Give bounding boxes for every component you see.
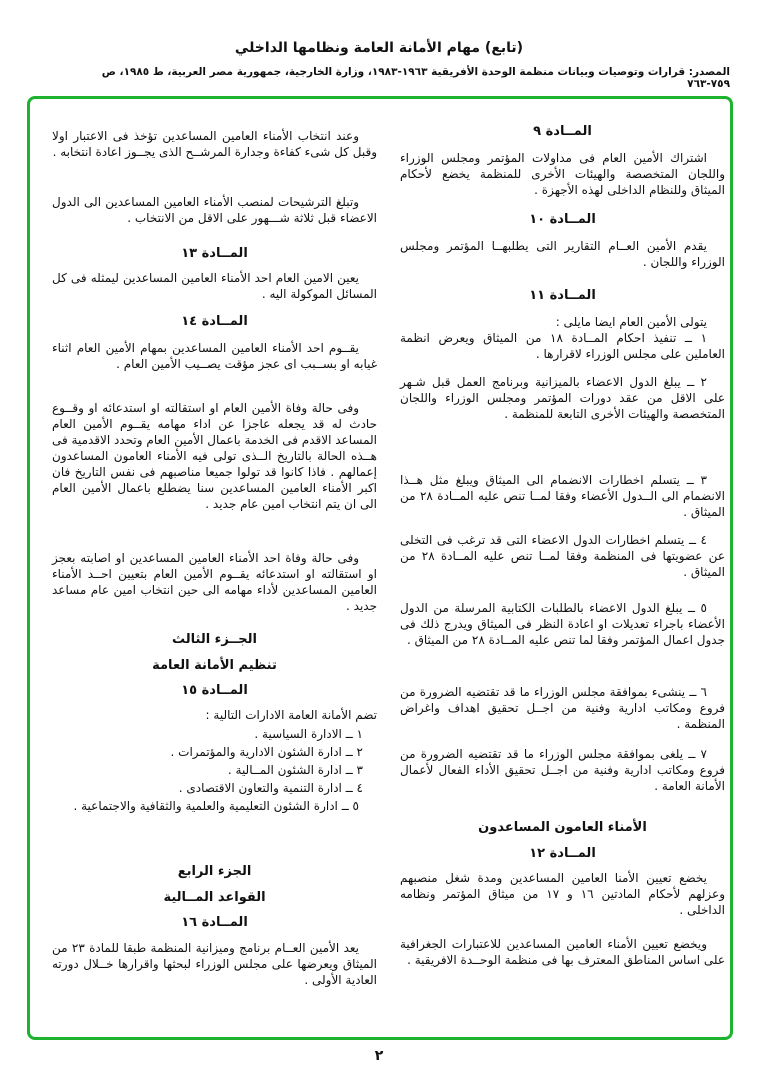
article-15-heading: المــادة ١٥ [181,683,248,698]
page-number: ٢ [374,1048,384,1064]
article-16-text: يعد الأمين العــام برنامج وميزانية المنظمة طبقا للمادة ٢٣ من الميثاق ويعرضها على مجلس الوزراء لبحثها واقرارها خــلال دورته العادية الأولى . [52,941,377,987]
article-11-item: ٦ ــ ينشىء بموافقة مجلس الوزراء ما قد تقتضيه الضرورة من فروع ومكاتب ادارية وفنية من اجــل تحقيق اهداف واغراض المنظمة . [400,685,725,731]
article-11-item: ٥ ــ يبلغ الدول الاعضاء بالطلبات الكتابية المرسلة من الدول الأعضاء باجراء تعديلات او اعادة النظر فى الميثاق ويدرج ذلك فى جدول اعمال المؤتمر وفقا لما تنص عليه المــادة ٢٨ من الميثاق . [400,601,725,647]
article-15-item: ٢ ــ ادارة الشئون الادارية والمؤتمرات . [170,745,363,759]
article-11-heading: المــادة ١١ [529,288,596,303]
article-15-item: ٥ ــ ادارة الشئون التعليمية والعلمية والثقافية والاجتماعية . [73,799,359,813]
article-11-item: ٤ ــ يتسلم اخطارات الدول الاعضاء التى قد ترغب فى التخلى عن عضويتها فى المنظمة وفقا لمــا تنص عليه المــادة ٢٨ من الميثاق . [400,533,725,579]
article-14-heading: المــادة ١٤ [181,314,248,329]
article-11-item: ٧ ــ يلغى بموافقة مجلس الوزراء ما قد تقتضيه الضرورة من فروع ومكاتب ادارية وفنية من اجــل تحقيق الأداء الفعال لأعمال الأمانة العامة . [400,747,725,793]
election-paragraph: وعند انتخاب الأمناء العامين المساعدين تؤخذ فى الاعتبار اولا وقبل كل شىء كفاءة وجدارة المرشــح الذى يجــوز اعادة انتخابه . [52,129,377,159]
article-14-text: يقــوم احد الأمناء العامين المساعدين بمهام الأمين العام اثناء غيابه او بســبب اى عجز مؤقت يصــيب الأمين العام . [52,341,377,371]
part-3-heading: الجــزء الثالث [171,632,258,647]
article-11-intro: يتولى الأمين العام ايضا مايلى : [555,315,707,329]
page-title: (تابع) مهام الأمانة العامة ونظامها الداخلي [234,40,524,56]
article-9-heading: المــادة ٩ [533,124,592,139]
article-10-heading: المــادة ١٠ [529,212,596,227]
article-10-text: يقدم الأمين العــام التقارير التى يطلبهــا المؤتمر ومجلس الوزراء واللجان . [400,239,725,269]
nominations-paragraph: وتبلغ الترشيحات لمنصب الأمناء العامين المساعدين الى الدول الاعضاء قبل ثلاثة شـــهور على الاقل من الانتخاب . [52,195,377,225]
article-9-text: اشتراك الأمين العام فى مداولات المؤتمر ومجلس الوزراء واللجان المتخصصة والهيئات الأخرى للمنظمة يخضع لأحكام الميثاق وللنظام الداخلى لهذه الأجهزة . [400,151,725,197]
article-15-intro: تضم الأمانة العامة الادارات التالية : [205,708,377,722]
article-11-item: ٢ ــ يبلغ الدول الاعضاء بالميزانية وبرنامج العمل قبل شـهر على الاقل من عقد دورات المؤتمر ومجلس الوزراء واللجان المتخصصة والهيئات الأخرى التابعة للمنظمة . [400,375,725,421]
part-4-subtitle: القواعد المــالية [163,890,266,905]
article-15-item: ٤ ــ ادارة التنمية والتعاون الاقتصادى . [178,781,363,795]
article-11-item: ١ ــ تنفيذ احكام المــادة ١٨ من الميثاق ويعرض انظمة العاملين على مجلس الوزراء لاقرارها . [400,331,725,361]
assistants-heading: الأمناء العامون المساعدون [478,820,647,835]
article-12-text: ويخضع تعيين الأمناء العامين المساعدين للاعتبارات الجغرافية على اساس المناطق المعترف بها فى منظمة الوحــدة الافريقية . [400,937,725,967]
article-13-heading: المــادة ١٣ [181,246,248,261]
part-4-heading: الجزء الرابع [177,864,252,879]
article-12-heading: المــادة ١٢ [529,846,596,861]
article-15-item: ٣ ــ ادارة الشئون المــالية . [227,763,363,777]
article-11-item: ٣ ــ يتسلم اخطارات الانضمام الى الميثاق ويبلغ مثل هــذا الانضمام الى الــدول الأعضاء وفقا لمــا تنص عليه المــادة ٢٨ من الميثاق . [400,473,725,519]
article-15-item: ١ ــ الادارة السياسية . [254,727,363,741]
article-13-text: يعين الامين العام احد الأمناء العامين المساعدين ليمثله فى كل المسائل الموكولة اليه . [52,271,377,301]
article-16-heading: المــادة ١٦ [181,915,248,930]
part-3-subtitle: تنظيم الأمانة العامة [152,658,277,673]
article-12-text: يخضع تعيين الأمنا العامين المساعدين ومدة شغل منصبهم وعزلهم لأحكام المادتين ١٦ و ١٧ من ميثاق المؤتمر ونظامه الداخلى . [400,871,725,917]
article-14-text: وفى حالة وفاة الأمين العام او استقالته او استدعائه او وقــوع حادث له قد يجعله عاجزا عن اداء مهامه يقــوم الأمين العام المساعد الاقدم فى الخدمة باعمال الأمين العام وتحدد الاقدمية فى هــذه الحالة بالتاريخ الــذى تولى فيه الأمناء العامون المساعدون إعمالهم . فاذا كانوا قد تولوا جميعا مناصبهم فى نفس التاريخ فان اكبر الأمناء العامين المساعدين سنا يضطلع باعمال الأمين العام الى ان يتم انتخاب امين عام جديد . [51,401,377,511]
source-citation: المصدر: قرارات وتوصيات وبيانات منظمة الوحدة الأفريقية ١٩٦٣-١٩٨٣، وزارة الخارجية، جمهورية مصر العربية، ط ١٩٨٥، ص ٧٥٩-٧٦٣ [101,66,730,90]
article-14-text: وفى حالة وفاة احد الأمناء العامين المساعدين او اصابته بعجز او استقالته او استدعائه يقــوم الأمين العام بتعيين احــد الأمناء العامين المساعدين لأداء مهامه الى حين انتخاب امين عام مساعد جديد . [52,551,377,613]
